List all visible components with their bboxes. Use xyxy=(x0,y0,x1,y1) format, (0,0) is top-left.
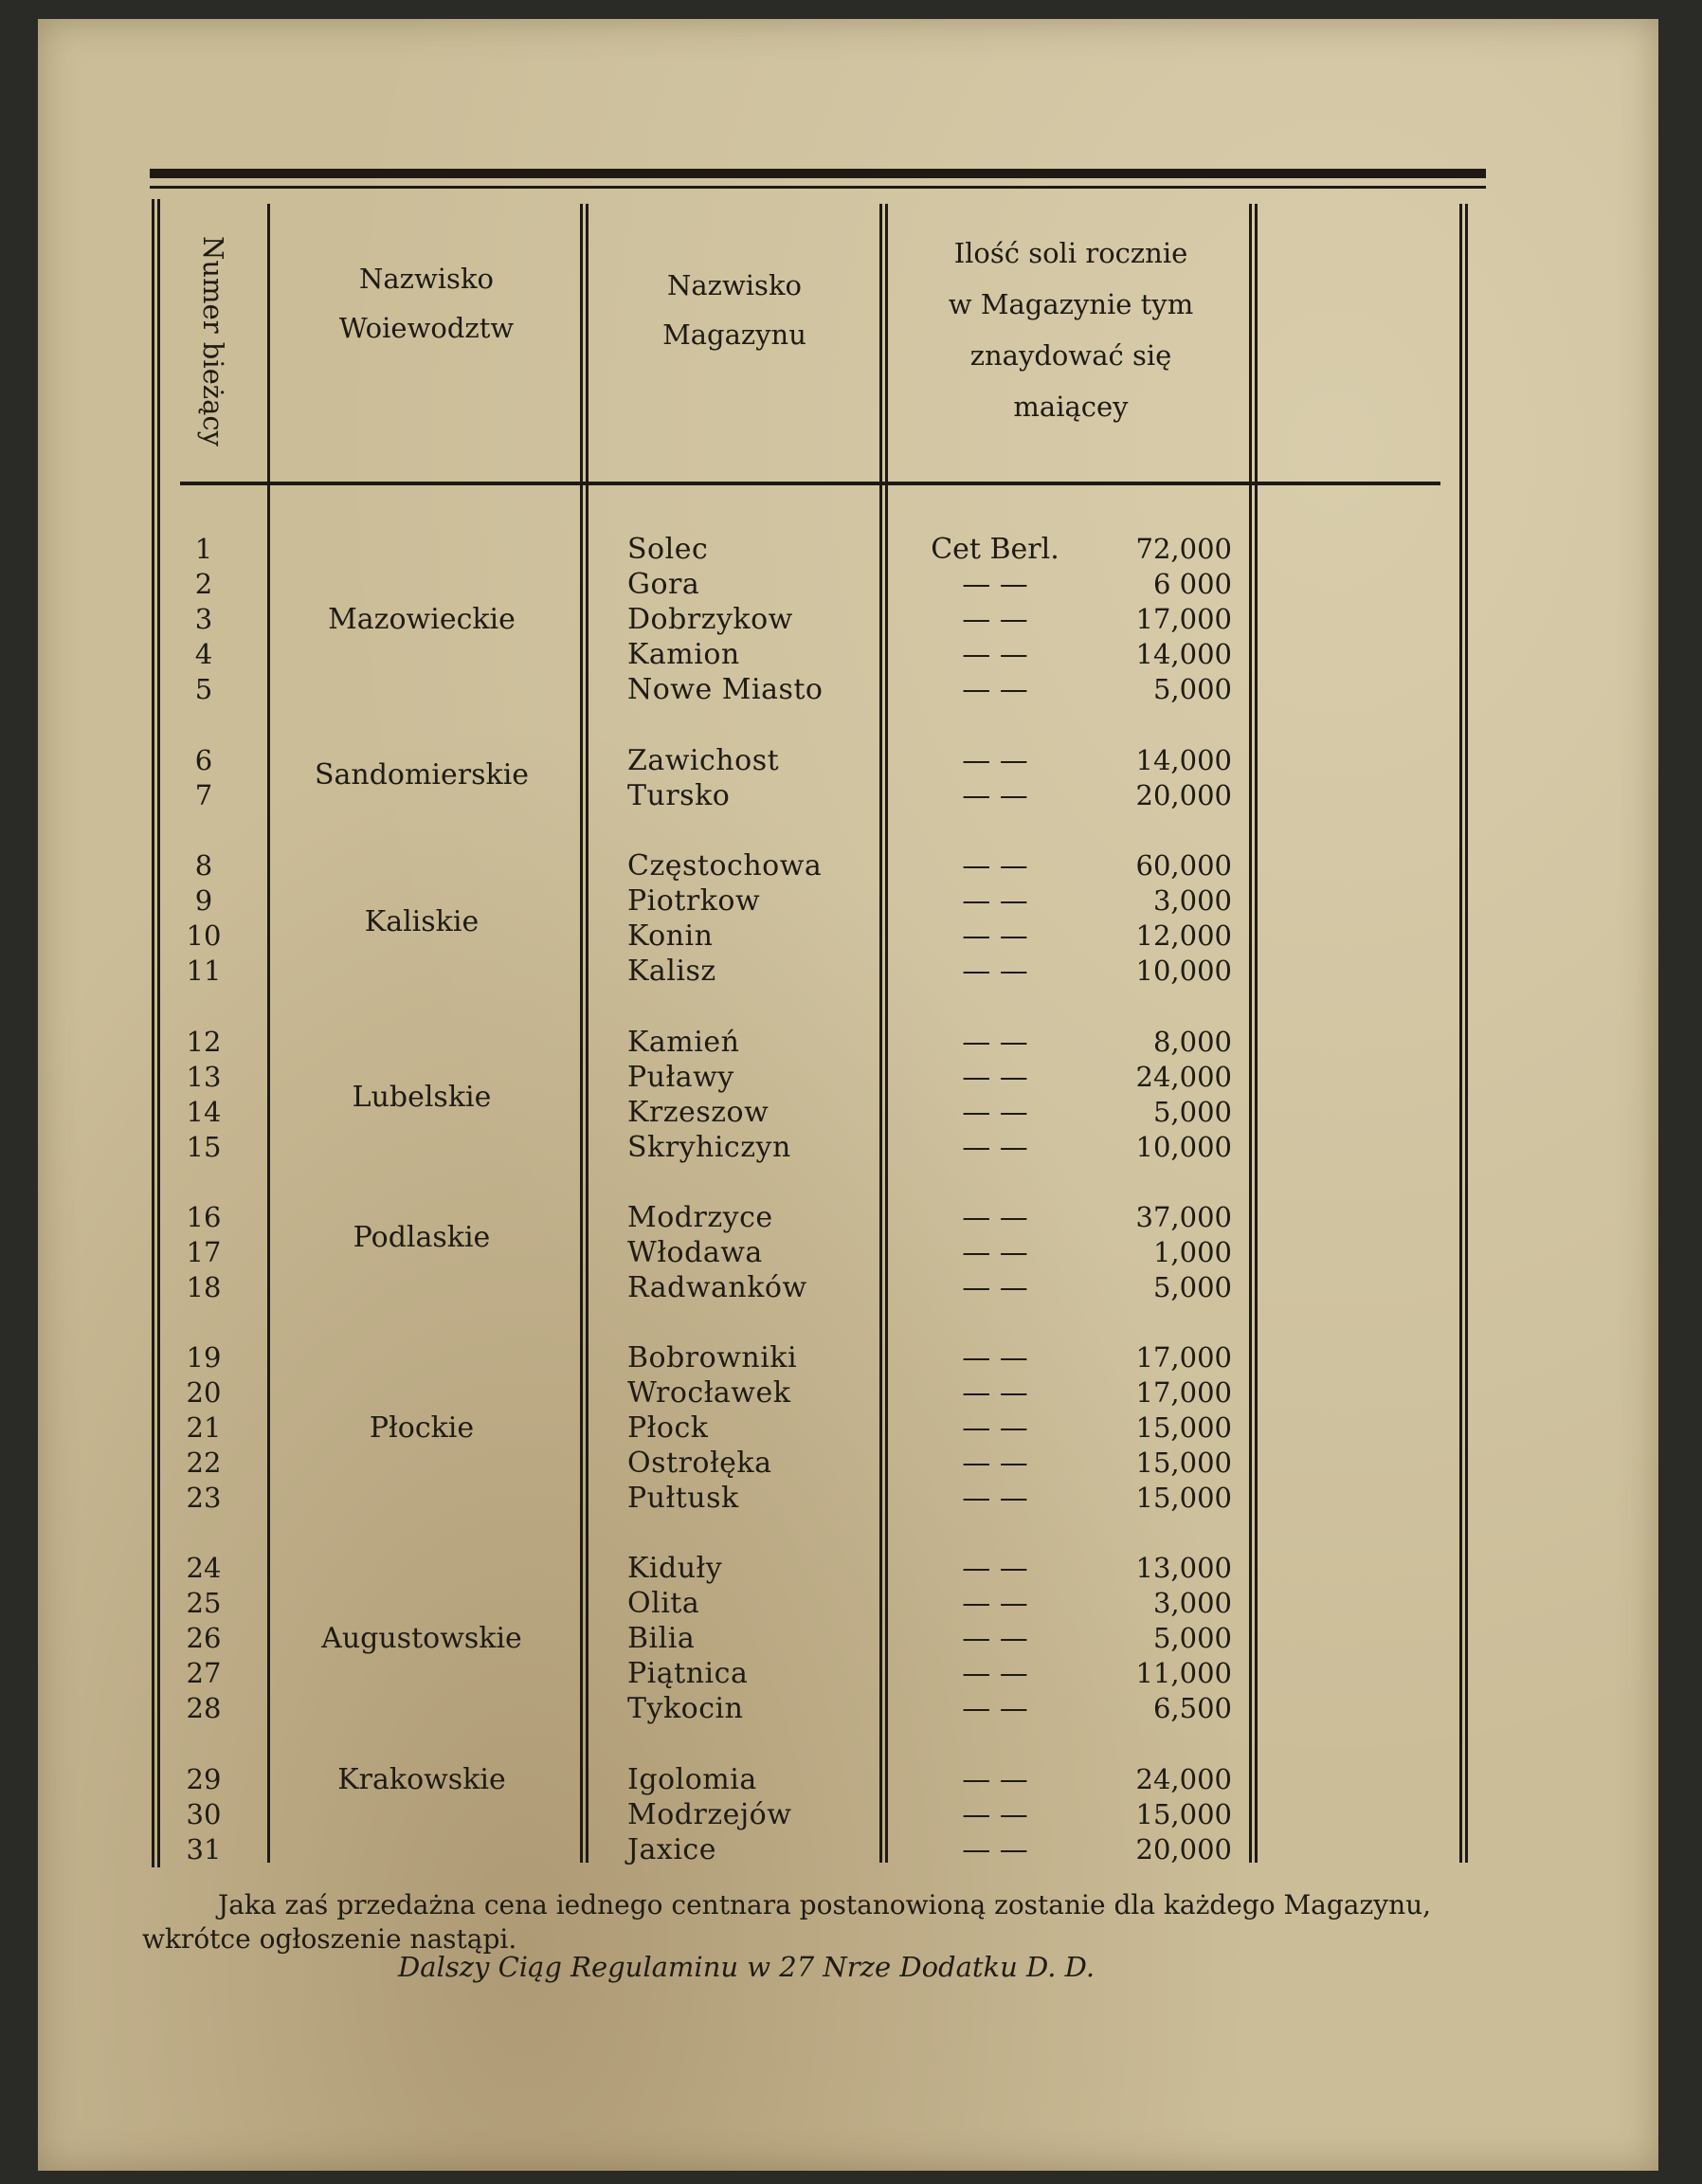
unit-label: Cet Berl. xyxy=(931,533,1059,566)
ditto-mark: — — xyxy=(962,1026,1028,1059)
row-number: 22 xyxy=(186,1447,222,1479)
row-number: 31 xyxy=(186,1833,222,1866)
salt-quantity: 15,000 xyxy=(1135,1447,1232,1479)
ditto-mark: — — xyxy=(962,1096,1028,1129)
magazine-name: Ostrołęka xyxy=(627,1447,772,1480)
header-voivodeship xyxy=(284,254,569,353)
header-number: Numer bieżący xyxy=(197,236,229,446)
table-right-border xyxy=(1459,204,1468,1863)
magazine-name: Konin xyxy=(627,919,714,953)
ditto-mark: — — xyxy=(962,1131,1028,1164)
salt-quantity: 37,000 xyxy=(1135,1201,1232,1233)
magazine-name: Gora xyxy=(627,568,700,601)
salt-quantity: 6,500 xyxy=(1152,1692,1232,1724)
ditto-mark: — — xyxy=(962,1587,1028,1620)
salt-quantity: 24,000 xyxy=(1135,1763,1232,1795)
header-quantity-line3: znaydować się xyxy=(969,339,1172,372)
row-number: 23 xyxy=(186,1482,222,1514)
voivodeship-name: Augustowskie xyxy=(321,1622,522,1655)
salt-quantity: 15,000 xyxy=(1135,1482,1232,1514)
magazine-name: Skryhiczyn xyxy=(627,1131,791,1164)
magazine-name: Piotrkow xyxy=(627,884,761,918)
column-divider xyxy=(879,204,888,1863)
salt-quantity: 11,000 xyxy=(1135,1657,1232,1689)
row-number: 13 xyxy=(186,1061,222,1093)
ditto-mark: — — xyxy=(962,1236,1028,1269)
row-number: 2 xyxy=(194,568,213,600)
magazine-name: Zawichost xyxy=(627,744,780,777)
ditto-mark: — — xyxy=(962,1271,1028,1304)
row-number: 1 xyxy=(194,533,213,565)
column-divider xyxy=(580,204,588,1863)
column-divider xyxy=(267,204,270,1863)
salt-quantity: 10,000 xyxy=(1135,1131,1232,1163)
salt-quantity: 6 000 xyxy=(1152,568,1232,600)
ditto-mark: — — xyxy=(962,1341,1028,1374)
magazine-name: Olita xyxy=(627,1587,700,1620)
magazine-name: Radwanków xyxy=(627,1271,807,1304)
ditto-mark: — — xyxy=(962,1376,1028,1410)
salt-quantity: 10,000 xyxy=(1135,955,1232,987)
salt-quantity: 13,000 xyxy=(1135,1552,1232,1584)
table-top-rule xyxy=(150,169,1486,178)
row-number: 8 xyxy=(194,849,213,882)
magazine-name: Krzeszow xyxy=(627,1096,770,1129)
row-number: 5 xyxy=(194,673,213,705)
salt-quantity: 12,000 xyxy=(1135,919,1232,952)
voivodeship-name: Mazowieckie xyxy=(328,603,516,636)
magazine-name: Puławy xyxy=(627,1061,734,1094)
magazine-name: Wrocławek xyxy=(627,1376,791,1410)
magazine-name: Dobrzykow xyxy=(627,603,793,636)
row-number: 29 xyxy=(186,1763,222,1795)
magazine-name: Włodawa xyxy=(627,1236,763,1269)
header-voivodeship-line1: Nazwisko xyxy=(359,263,494,295)
ditto-mark: — — xyxy=(962,1833,1028,1866)
header-quantity-line4: maiącey xyxy=(1013,391,1129,423)
row-number: 11 xyxy=(186,955,222,987)
ditto-mark: — — xyxy=(962,1763,1028,1796)
magazine-name: Częstochowa xyxy=(627,849,823,883)
magazine-name: Kamion xyxy=(627,638,740,671)
magazine-name: Płock xyxy=(627,1411,709,1445)
footer-note: Jaka zaś przedażna cena iednego centnara postanowioną zostanie dla każdego Magazynu, wkrótce ogłoszenie nastąpi. xyxy=(142,1889,1432,1955)
salt-quantity: 5,000 xyxy=(1152,1271,1232,1303)
column-divider xyxy=(1249,204,1258,1863)
ditto-mark: — — xyxy=(962,919,1028,953)
ditto-mark: — — xyxy=(962,955,1028,988)
row-number: 19 xyxy=(186,1341,222,1374)
header-quantity-line2: w Magazynie tym xyxy=(948,288,1194,320)
ditto-mark: — — xyxy=(962,568,1028,601)
ditto-mark: — — xyxy=(962,779,1028,812)
row-number: 25 xyxy=(186,1587,222,1619)
salt-quantity: 17,000 xyxy=(1135,603,1232,635)
ditto-mark: — — xyxy=(962,744,1028,777)
magazine-name: Kalisz xyxy=(627,955,716,988)
row-number: 4 xyxy=(194,638,213,670)
salt-quantity: 24,000 xyxy=(1135,1061,1232,1093)
magazine-name: Tykocin xyxy=(627,1692,744,1725)
row-number: 6 xyxy=(194,744,213,776)
salt-quantity: 3,000 xyxy=(1152,1587,1232,1619)
salt-quantity: 17,000 xyxy=(1135,1376,1232,1409)
row-number: 27 xyxy=(186,1657,222,1689)
ditto-mark: — — xyxy=(962,673,1028,706)
magazine-name: Modrzyce xyxy=(627,1201,773,1234)
header-quantity xyxy=(896,228,1246,432)
row-number: 7 xyxy=(194,779,213,811)
header-magazine-line2: Magazynu xyxy=(662,318,806,351)
row-number: 30 xyxy=(186,1798,222,1830)
salt-quantity: 8,000 xyxy=(1152,1026,1232,1058)
header-magazine xyxy=(597,261,872,359)
voivodeship-name: Krakowskie xyxy=(337,1763,506,1796)
magazine-name: Nowe Miasto xyxy=(627,673,824,706)
salt-quantity: 15,000 xyxy=(1135,1798,1232,1830)
salt-quantity: 3,000 xyxy=(1152,884,1232,917)
row-number: 17 xyxy=(186,1236,222,1268)
row-number: 21 xyxy=(186,1411,222,1444)
salt-quantity: 14,000 xyxy=(1135,744,1232,776)
magazine-name: Jaxice xyxy=(627,1833,716,1866)
ditto-mark: — — xyxy=(962,1692,1028,1725)
ditto-mark: — — xyxy=(962,1061,1028,1094)
ditto-mark: — — xyxy=(962,1447,1028,1480)
ditto-mark: — — xyxy=(962,1482,1028,1515)
voivodeship-name: Sandomierskie xyxy=(314,758,530,792)
ditto-mark: — — xyxy=(962,1798,1028,1831)
magazine-name: Pułtusk xyxy=(627,1482,739,1515)
row-number: 16 xyxy=(186,1201,222,1233)
table-top-rule-thin xyxy=(150,186,1486,189)
magazine-name: Igolomia xyxy=(627,1763,757,1796)
voivodeship-name: Kaliskie xyxy=(364,905,480,938)
voivodeship-name: Płockie xyxy=(369,1411,475,1445)
salt-quantity: 20,000 xyxy=(1135,779,1232,811)
magazine-name: Modrzejów xyxy=(627,1798,792,1831)
salt-quantity: 1,000 xyxy=(1152,1236,1232,1268)
footer-continued: Dalszy Ciąg Regulaminu w 27 Nrze Dodatku D. D. xyxy=(398,1951,1095,1983)
ditto-mark: — — xyxy=(962,1411,1028,1445)
row-number: 24 xyxy=(186,1552,222,1584)
salt-quantity: 5,000 xyxy=(1152,1622,1232,1654)
magazine-name: Bilia xyxy=(627,1622,696,1655)
salt-quantity: 72,000 xyxy=(1135,533,1232,565)
ditto-mark: — — xyxy=(962,1552,1028,1585)
magazine-name: Tursko xyxy=(627,779,731,812)
row-number: 26 xyxy=(186,1622,222,1654)
row-number: 15 xyxy=(186,1131,222,1163)
header-quantity-line1: Ilość soli rocznie xyxy=(953,237,1188,269)
row-number: 28 xyxy=(186,1692,222,1724)
row-number: 18 xyxy=(186,1271,222,1303)
salt-quantity: 17,000 xyxy=(1135,1341,1232,1374)
ditto-mark: — — xyxy=(962,1622,1028,1655)
magazine-name: Piątnica xyxy=(627,1657,749,1690)
ditto-mark: — — xyxy=(962,1201,1028,1234)
header-magazine-line1: Nazwisko xyxy=(667,269,802,301)
ditto-mark: — — xyxy=(962,638,1028,671)
magazine-name: Kiduły xyxy=(627,1552,723,1585)
salt-quantity: 5,000 xyxy=(1152,1096,1232,1128)
salt-quantity: 60,000 xyxy=(1135,849,1232,882)
magazine-name: Solec xyxy=(627,533,709,566)
ditto-mark: — — xyxy=(962,849,1028,883)
salt-quantity: 5,000 xyxy=(1152,673,1232,705)
row-number: 10 xyxy=(186,919,222,952)
voivodeship-name: Lubelskie xyxy=(352,1081,492,1114)
table-left-border xyxy=(152,199,160,1867)
header-voivodeship-line2: Woiewodztw xyxy=(338,312,515,344)
row-number: 20 xyxy=(186,1376,222,1409)
ditto-mark: — — xyxy=(962,1657,1028,1690)
magazine-name: Kamień xyxy=(627,1026,740,1059)
row-number: 12 xyxy=(186,1026,222,1058)
salt-quantity: 15,000 xyxy=(1135,1411,1232,1444)
magazine-name: Bobrowniki xyxy=(627,1341,798,1374)
row-number: 3 xyxy=(194,603,213,635)
salt-quantity: 20,000 xyxy=(1135,1833,1232,1866)
voivodeship-name: Podlaskie xyxy=(353,1221,491,1254)
ditto-mark: — — xyxy=(962,603,1028,636)
row-number: 9 xyxy=(194,884,213,917)
salt-quantity: 14,000 xyxy=(1135,638,1232,670)
ditto-mark: — — xyxy=(962,884,1028,918)
row-number: 14 xyxy=(186,1096,222,1128)
